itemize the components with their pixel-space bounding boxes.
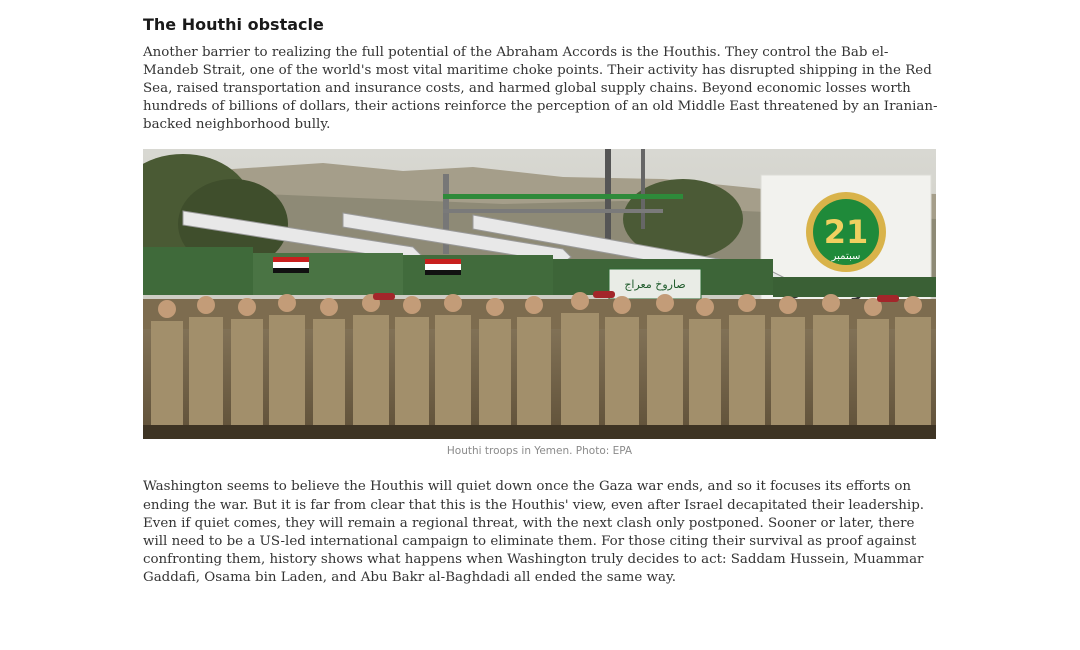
article	[143, 14, 943, 587]
truck-sign: صاروخ معراج	[624, 278, 686, 292]
photo-caption: Houthi troops in Yemen. Photo: EPA	[446, 445, 633, 458]
article-photo	[143, 149, 936, 439]
emblem-number: 21	[823, 213, 869, 252]
paragraph-intro: Another barrier to realizing the full potential of the Abraham Accords is the Houthis. They control the Bab el-Mandeb Strait, one of the world's most vital maritime choke points. Their activity has disrupted shipping in the Red Sea, raised transportation and insurance costs, and harmed global supply chains. Beyond economic losses worth hundreds of billions of dollars, their actions reinforce the perception of an old Middle East threatened by an Iranian-backed neighborhood bully.	[143, 45, 938, 133]
houthi-troops-photo	[143, 149, 936, 439]
paragraph-conclusion: Washington seems to believe the Houthis will quiet down once the Gaza war ends, and so it focuses its efforts on ending the war. But it is far from clear that this is the Houthis' view, even after Israel decapitated their leadership. Even if quiet comes, they will remain a regional threat, with the next clash only postponed. Sooner or later, there will need to be a US-led international campaign to eliminate them. For those citing their survival as proof against confronting them, history shows what happens when Washington truly decides to act: Saddam Hussein, Muammar Gaddafi, Osama bin Laden, and Abu Bakr al-Baghdadi all ended the same way.	[143, 479, 925, 585]
section-heading: The Houthi obstacle	[143, 15, 324, 34]
emblem-month: سبتمبر	[831, 251, 861, 263]
